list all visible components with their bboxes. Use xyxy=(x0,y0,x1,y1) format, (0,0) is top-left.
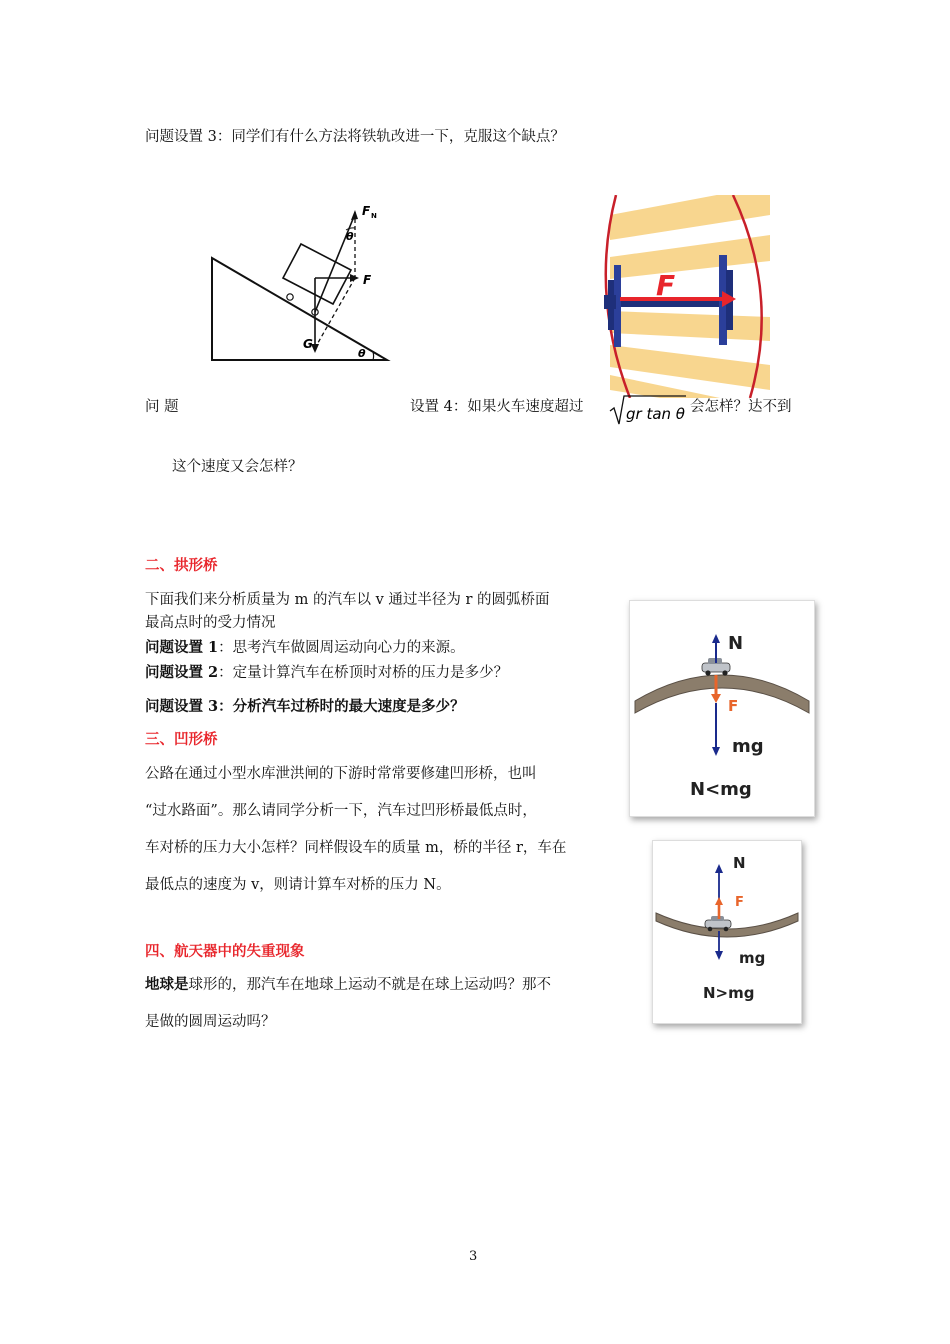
question-3-label: 问题设置 3： xyxy=(145,129,232,145)
section-2-problem-3: 问题设置 3：分析汽车过桥时的最大速度是多少？ xyxy=(145,698,465,715)
card2-n-label: N xyxy=(733,854,746,872)
label-theta-top: θ xyxy=(346,230,354,243)
label-fn: F xyxy=(362,204,371,218)
section-4-line1 xyxy=(145,975,551,995)
question-4-continued: 这个速度又会怎样？ xyxy=(172,459,303,475)
wheel-force-label: F xyxy=(656,269,676,302)
car-icon xyxy=(705,920,731,928)
question-4-before: 如果火车速度超过 xyxy=(467,399,584,415)
section-2-title: 二、拱形桥 xyxy=(145,557,218,574)
card2-relation: N>mg xyxy=(703,984,755,1002)
question-4-left: 问 题 xyxy=(145,399,179,415)
label-f: F xyxy=(363,273,372,287)
train-wheel-diagram xyxy=(600,195,770,398)
question-3-text: 同学们有什么方法将铁轨改进一下，克服这个缺点？ xyxy=(231,129,565,145)
section-3-line1: 公路在通过小型水库泄洪闸的下游时常常要修建凹形桥，也叫 xyxy=(145,766,537,782)
page-number: 3 xyxy=(469,1249,478,1264)
card1-relation: N<mg xyxy=(690,779,752,800)
card1-n-label: N xyxy=(728,633,744,654)
section-4-title: 四、航天器中的失重现象 xyxy=(145,943,305,960)
card1-f-label: F xyxy=(728,697,739,715)
formula-text: gr tan θ xyxy=(626,405,685,423)
section-4-line2: 是做的圆周运动吗？ xyxy=(145,1014,276,1030)
arch-bridge-road xyxy=(635,675,809,713)
problem-1-text: ：思考汽车做圆周运动向心力的来源。 xyxy=(218,640,465,656)
question-4 xyxy=(410,397,583,417)
section-3-line4: 最低点的速度为 v，则请计算车对桥的压力 N。 xyxy=(145,877,451,893)
sqrt-formula xyxy=(608,394,688,426)
incline-force-diagram xyxy=(205,200,400,368)
label-fn-sub: N xyxy=(371,212,377,220)
card2-f-label: F xyxy=(735,895,744,910)
concave-bridge-card xyxy=(652,840,802,1024)
arch-bridge-card xyxy=(629,600,815,817)
section-2-problem-1 xyxy=(145,638,465,658)
problem-2-text: ：定量计算汽车在桥顶时对桥的压力是多少？ xyxy=(218,665,509,681)
label-g: G xyxy=(303,337,313,351)
section-4-line1-text: 球形的，那汽车在地球上运动不就是在球上运动吗？那不 xyxy=(188,977,551,993)
question-3 xyxy=(145,127,565,147)
question-4-after: 会怎样？达不到 xyxy=(690,399,792,415)
section-3-line2: “过水路面”。那么请同学分析一下，汽车过凹形桥最低点时， xyxy=(145,803,537,819)
problem-2-label: 问题设置 2 xyxy=(145,664,219,681)
card2-mg-label: mg xyxy=(739,949,766,967)
card1-mg-label: mg xyxy=(732,736,764,757)
section-2-intro-line2: 最高点时的受力情况 xyxy=(145,615,276,631)
section-3-title: 三、凹形桥 xyxy=(145,731,218,748)
question-4-label: 设置 4： xyxy=(410,399,468,415)
section-2-intro-line1: 下面我们来分析质量为 m 的汽车以 v 通过半径为 r 的圆弧桥面 xyxy=(145,592,550,608)
contact-point xyxy=(287,294,293,300)
label-theta-bottom: θ xyxy=(358,347,366,360)
problem-1-label: 问题设置 1 xyxy=(145,639,219,656)
section-3-line3: 车对桥的压力大小怎样？同样假设车的质量 m，桥的半径 r，车在 xyxy=(145,840,567,856)
section-4-line1-bold: 地球是 xyxy=(145,976,189,993)
section-2-problem-2 xyxy=(145,663,508,683)
